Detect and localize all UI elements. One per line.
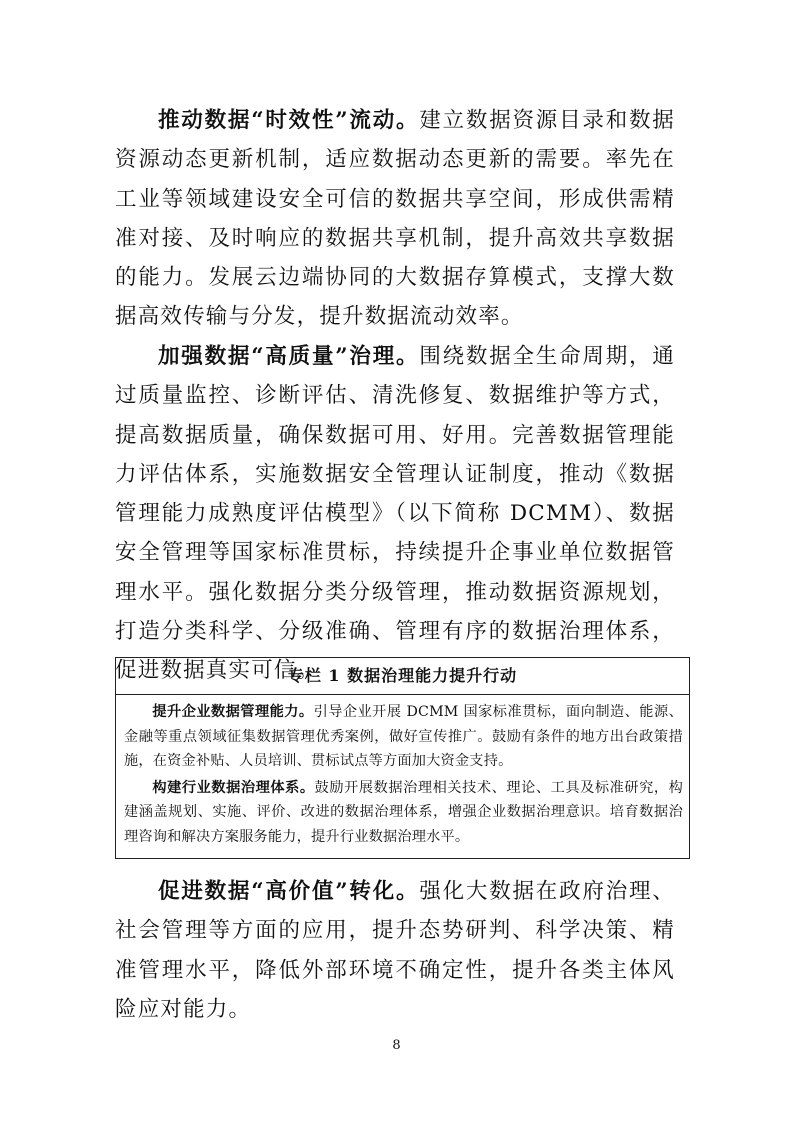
paragraph-text: 强化大数据在政府治理、社会管理等方面的应用，提升态势研判、科学决策、精准管理水平，降低外部环境不确定性，提升各类主体风险应对能力。 xyxy=(115,879,675,1022)
column-item-text: 鼓励开展数据治理相关技术、理论、工具及标准研究，构建涵盖规划、实施、评价、改进的数据治理体系，增强企业数据治理意识。培育数据治理咨询和解决方案服务能力，提升行业数据治理水平。 xyxy=(124,779,683,845)
column-box-title: 专栏 1 数据治理能力提升行动 xyxy=(116,658,689,695)
page-number: 8 xyxy=(392,1038,401,1053)
paragraph-text: 围绕数据全生命周期，通过质量监控、诊断评估、清洗修复、数据维护等方式，提高数据质量，确保数据可用、好用。完善数据管理能力评估体系，实施数据安全管理认证制度，推动《数据管理能力成熟度评估模型》（以下简称 DCMM）、数据安全管理等国家标准贯标，持续提升企事业单位数据管理水平。强化数据分类分级管理，推动数据资源规划，打造分类科学、分级准确、管理有序的数据治理体系，促进数据真实可信。 xyxy=(115,344,675,684)
column-box-item xyxy=(124,700,683,774)
column-item-lead: 提升企业数据管理能力。 xyxy=(152,704,314,720)
column-item-text: 引导企业开展 DCMM 国家标准贯标，面向制造、能源、金融等重点领域征集数据管理优秀案例，做好宣传推广。鼓励有条件的地方出台政策措施，在资金补贴、人员培训、贯标试点等方面加大资金支持。 xyxy=(124,704,683,769)
column-box xyxy=(115,657,690,859)
paragraph-data-quality xyxy=(115,337,675,691)
paragraph-text: 建立数据资源目录和数据资源动态更新机制，适应数据动态更新的需要。率先在工业等领域建设安全可信的数据共享空间，形成供需精准对接、及时响应的数据共享机制，提升高效共享数据的能力。发展云边端协同的大数据存算模式，支撑大数据高效传输与分发，提升数据流动效率。 xyxy=(115,108,675,330)
paragraph-lead: 加强数据“高质量”治理。 xyxy=(158,344,420,369)
paragraph-lead: 推动数据“时效性”流动。 xyxy=(158,108,420,133)
paragraph-lead: 促进数据“高价值”转化。 xyxy=(158,879,420,904)
column-box-body xyxy=(116,695,689,849)
paragraph-data-value xyxy=(115,872,675,1029)
column-box-item xyxy=(124,776,683,850)
column-item-lead: 构建行业数据治理体系。 xyxy=(152,779,315,796)
paragraph-data-timeliness xyxy=(115,101,675,337)
